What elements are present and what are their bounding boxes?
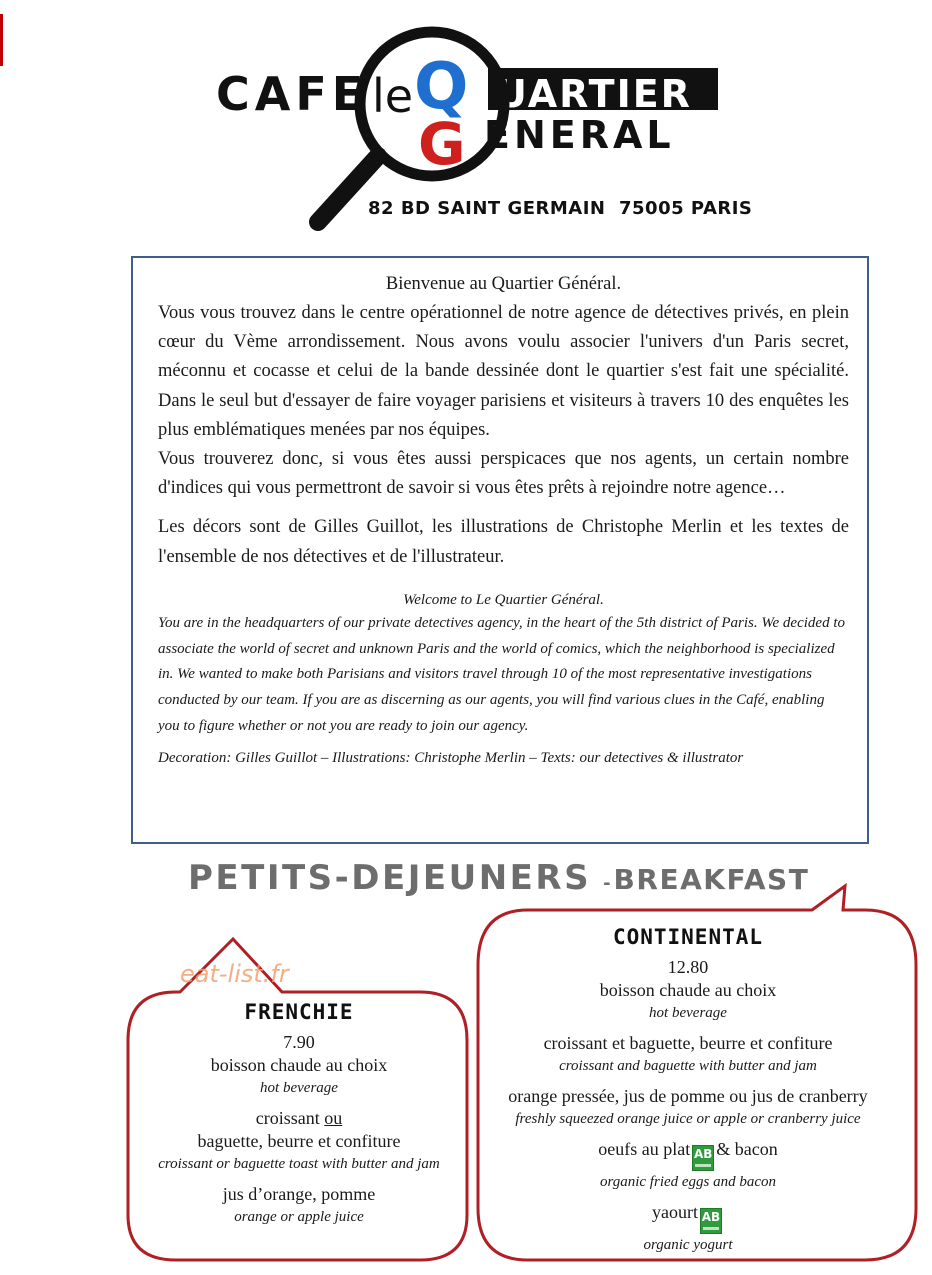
continental-eggs-fr [478, 1138, 898, 1171]
organic-ab-icon: AB [692, 1145, 714, 1171]
continental-drink-en: hot beverage [649, 1005, 727, 1021]
continental-price: 12.80 [667, 957, 709, 977]
frenchie-juice-en: orange or apple juice [234, 1209, 364, 1225]
intro-en-paragraph: You are in the headquarters of our private detectives agency, in the heart of the 5th district of Paris. We decided to associate the world of secret and unknown Paris and the world of comics, which the neighborhood is specialized in. We wanted to make both Parisians and visitors travel through 10 of the most representative investigations conducted by our team. If you are as discerning as our agents, you will find various clues in the Café, enabling you to figure whether or not you are ready to join our agency. [158, 614, 845, 735]
logo-big-q: Q [414, 50, 469, 124]
frenchie-bread-or: ou [324, 1108, 343, 1128]
intro-fr-paragraph-3: Les décors sont de Gilles Guillot, les illustrations de Christophe Merlin et les textes de l'ensemble de nos détectives et de l'illustrateur. [158, 517, 849, 567]
continental-yogurt-fr [478, 1201, 898, 1234]
logo-eneral: ENERAL [484, 113, 675, 157]
intro-en-title: Welcome to Le Quartier Général. [403, 591, 604, 608]
frenchie-bread-croissant: croissant [255, 1108, 325, 1128]
section-separator: - [603, 873, 611, 894]
frenchie-bread-en: croissant or baguette toast with butter and jam [158, 1156, 440, 1172]
cafe-logo [0, 0, 932, 240]
watermark: eat-list.fr [180, 960, 289, 988]
continental-juice-fr: orange pressée, jus de pomme ou jus de cranberry [508, 1086, 868, 1106]
intro-en-credits: Decoration: Gilles Guillot – Illustrations: Christophe Merlin – Texts: our detectives & illustrator [158, 749, 744, 766]
frenchie-bread-fr-a [130, 1107, 468, 1130]
frenchie-juice-fr: jus d’orange, pomme [222, 1184, 376, 1204]
continental-juice [478, 1085, 898, 1130]
continental-bread [478, 1032, 898, 1077]
continental-title: CONTINENTAL [612, 925, 764, 949]
continental-eggs-label: oeufs au plat [598, 1139, 691, 1159]
continental-yogurt-en: organic yogurt [643, 1237, 733, 1253]
intro-fr-title: Bienvenue au Quartier Général. [385, 274, 622, 294]
intro-fr-paragraph-1: Vous vous trouvez dans le centre opérationnel de notre agence de détectives privés, en plein cœur du Vème arrondissement. Nous avons voulu associer l'univers d'un Paris secret, méconnu et cocasse et celui de la bande dessinée dont le quartier s'est fait une spécialité. Dans le seul but d'essayer de faire voyager parisiens et visiteurs à travers 10 des enquêtes les plus emblématiques menées par nos équipes. [158, 303, 849, 440]
continental-juice-en: freshly squeezed orange juice or apple or cranberry juice [515, 1111, 861, 1127]
intro-fr-paragraph-2: Vous trouverez donc, si vous êtes aussi perspicaces que nos agents, un certain nombre d'indices qui vous permettront de savoir si vous êtes prêts à rejoindre notre agence… [158, 449, 849, 499]
logo-cafe: CAFE [216, 67, 369, 121]
section-title-fr: PETITS-DEJEUNERS [188, 858, 592, 898]
section-heading [188, 858, 809, 898]
menu-frenchie [130, 1000, 468, 1228]
frenchie-title: FRENCHIE [244, 1000, 354, 1024]
organic-ab-icon: AB [700, 1208, 722, 1234]
logo-le: le [372, 69, 414, 123]
continental-drink [478, 979, 898, 1024]
menu-continental [478, 925, 898, 1256]
frenchie-drink [130, 1054, 468, 1099]
continental-eggs [478, 1138, 898, 1193]
frenchie-drink-fr: boisson chaude au choix [210, 1055, 388, 1075]
frenchie-bread-fr-b: baguette, beurre et confiture [197, 1131, 401, 1151]
continental-eggs-en: organic fried eggs and bacon [599, 1174, 777, 1190]
continental-bread-en: croissant and baguette with butter and jam [559, 1058, 817, 1074]
frenchie-juice [130, 1183, 468, 1228]
frenchie-drink-en: hot beverage [260, 1080, 338, 1096]
section-title-en: BREAKFAST [613, 863, 810, 896]
continental-eggs-bacon: & bacon [716, 1139, 778, 1159]
frenchie-price: 7.90 [283, 1032, 315, 1052]
logo-big-g: G [418, 110, 466, 178]
logo-uartier: UARTIER [496, 72, 692, 116]
address: 82 BD SAINT GERMAIN 75005 PARIS [368, 198, 753, 219]
continental-drink-fr: boisson chaude au choix [599, 980, 777, 1000]
intro-box [131, 256, 869, 844]
continental-yogurt [478, 1201, 898, 1256]
continental-bread-fr: croissant et baguette, beurre et confiture [543, 1033, 833, 1053]
frenchie-bread [130, 1107, 468, 1175]
continental-yogurt-label: yaourt [652, 1202, 698, 1222]
